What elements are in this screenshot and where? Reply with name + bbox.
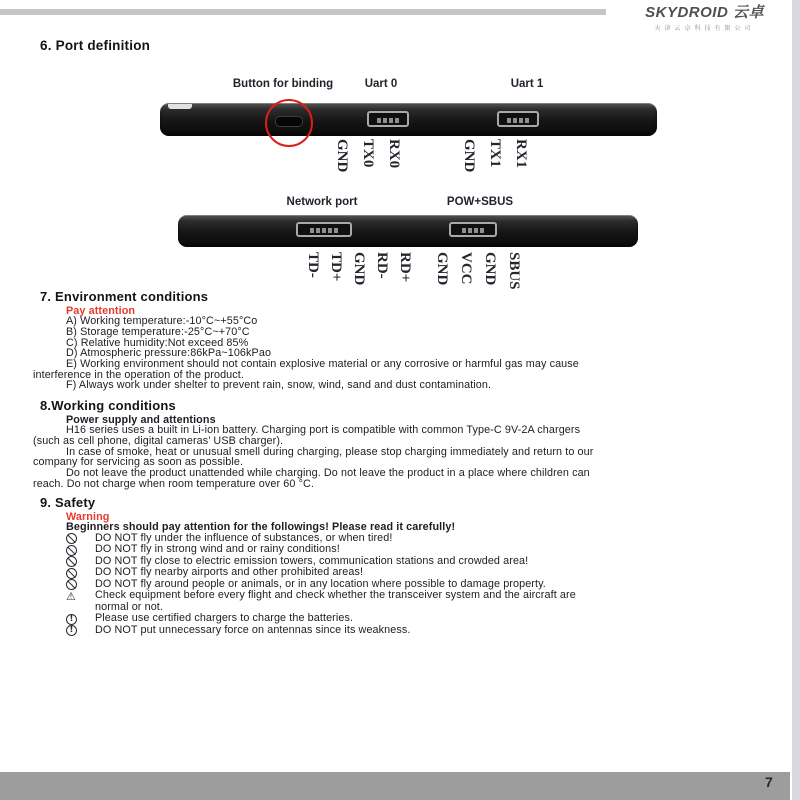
prohibited-icon	[66, 533, 77, 544]
pin-label: GND	[461, 139, 477, 173]
env-line: E) Working environment should not contain explosive material or any corrosive or harmful gas may cause	[66, 358, 579, 371]
working-line: In case of smoke, heat or unusual smell during charging, please stop charging immediately and return to our	[66, 445, 594, 458]
network-pin-labels	[307, 252, 413, 285]
uart0-pin-labels	[336, 139, 402, 172]
safety-item-text: DO NOT fly around people or animals, or in any location where possible to damage property.	[95, 577, 546, 590]
uart1-pin-labels	[463, 139, 529, 172]
pow-sbus-pin-labels	[436, 252, 522, 290]
pay-attention-label: Pay attention	[66, 304, 136, 317]
pin-label: TX0	[360, 139, 376, 168]
section-title-safety: 9. Safety	[40, 495, 96, 510]
pin-label: GND	[482, 252, 498, 286]
pin-label: RX1	[513, 139, 529, 169]
page-number: 7	[765, 774, 773, 790]
working-line: company for servicing as soon as possible.	[33, 456, 244, 469]
pin-label: RD+	[397, 252, 413, 283]
safety-item-line: Check equipment before every flight and check whether the transceiver system and the aircraft are	[95, 589, 576, 602]
safety-item-text: Please use certified chargers to charge the batteries.	[95, 612, 354, 624]
network-port	[296, 222, 352, 237]
footer-bar	[0, 772, 790, 800]
device-side-view-bottom	[178, 215, 638, 247]
safety-item-text: DO NOT fly under the influence of substances, or when tired!	[95, 531, 393, 544]
prohibited-icon	[66, 568, 77, 579]
safety-item-line: normal or not.	[95, 600, 164, 613]
pin-label: TD-	[305, 252, 321, 278]
env-line: D) Atmospheric pressure:86kPa~106kPao	[66, 347, 272, 360]
env-line: A) Working temperature:-10°C~+55°Co	[66, 315, 258, 328]
section-title-environment: 7. Environment conditions	[40, 289, 209, 304]
header-rule	[0, 9, 606, 15]
brand-logo-text	[645, 1, 764, 22]
pin-label: TD+	[328, 252, 344, 282]
pin-label: GND	[351, 252, 367, 286]
label-network-port: Network port	[286, 196, 358, 208]
label-uart1: Uart 1	[510, 78, 544, 90]
pin-label: VCC	[458, 252, 474, 285]
label-uart0: Uart 0	[364, 78, 398, 90]
warning-label: Warning	[66, 510, 110, 523]
safety-item-text: DO NOT fly close to electric emission towers, communication stations and crowded area!	[95, 554, 529, 567]
pin-label: GND	[434, 252, 450, 286]
pin-label: TX1	[487, 139, 503, 168]
section-title-port-definition: 6. Port definition	[40, 38, 151, 53]
notice-icon: !	[66, 614, 77, 625]
pow-sbus-port	[449, 222, 497, 237]
prohibited-icon	[66, 579, 77, 590]
pin-label: RX0	[386, 139, 402, 169]
safety-item-text: DO NOT fly nearby airports and other prohibited areas!	[95, 566, 364, 579]
safety-item-text: DO NOT put unnecessary force on antennas since its weakness.	[95, 623, 411, 636]
pin-label: RD-	[374, 252, 390, 279]
warning-triangle-icon: ⚠	[66, 589, 76, 603]
safety-item-text	[95, 590, 775, 613]
pin-label: GND	[334, 139, 350, 173]
label-button-for-binding: Button for binding	[232, 78, 334, 90]
power-supply-subtitle: Power supply and attentions	[66, 413, 216, 426]
brand-logo	[645, 1, 764, 32]
working-line: Do not leave the product unattended while charging. Do not leave the product in a place where children can	[66, 467, 590, 480]
env-line: F) Always work under shelter to prevent rain, snow, wind, sand and dust contamination.	[66, 379, 492, 392]
section-working-conditions	[33, 399, 775, 489]
section-title-working: 8.Working conditions	[40, 398, 176, 413]
safety-item	[33, 625, 775, 637]
env-line: C) Relative humidity:Not exceed 85%	[66, 336, 249, 349]
working-line: (such as cell phone, digital cameras’ USB charger).	[33, 434, 284, 447]
working-line: reach. Do not charge when room temperature over 60 °C.	[33, 477, 314, 490]
env-line: B) Storage temperature:-25°C~+70°C	[66, 325, 250, 338]
prohibited-icon	[66, 545, 77, 556]
safety-item	[33, 590, 775, 613]
uart0-port	[367, 111, 409, 127]
safety-item	[33, 613, 775, 625]
section-safety	[33, 496, 775, 636]
binding-button-highlight-circle	[265, 99, 313, 147]
prohibited-icon	[66, 556, 77, 567]
uart1-port	[497, 111, 539, 127]
pin-label: SBUS	[506, 252, 522, 290]
notice-icon: !	[66, 625, 77, 636]
safety-item-text: DO NOT fly in strong wind and or rainy conditions!	[95, 543, 340, 556]
working-line: H16 series uses a built in Li-ion battery. Charging port is compatible with common Type-C 9V-2A chargers	[66, 424, 581, 437]
safety-intro: Beginners should pay attention for the followings! Please read it carefully!	[66, 521, 456, 534]
device-antenna-notch	[168, 104, 192, 109]
brand-name-cn: 云卓	[732, 4, 764, 21]
brand-company-text: 天津云卓科技有限公司	[654, 26, 755, 32]
label-pow-sbus: POW+SBUS	[446, 196, 514, 208]
section-environment-conditions	[33, 290, 775, 391]
page-edge-strip	[792, 0, 800, 800]
brand-name: SKYDROID	[645, 4, 729, 21]
env-line: interference in the operation of the product.	[33, 368, 244, 381]
